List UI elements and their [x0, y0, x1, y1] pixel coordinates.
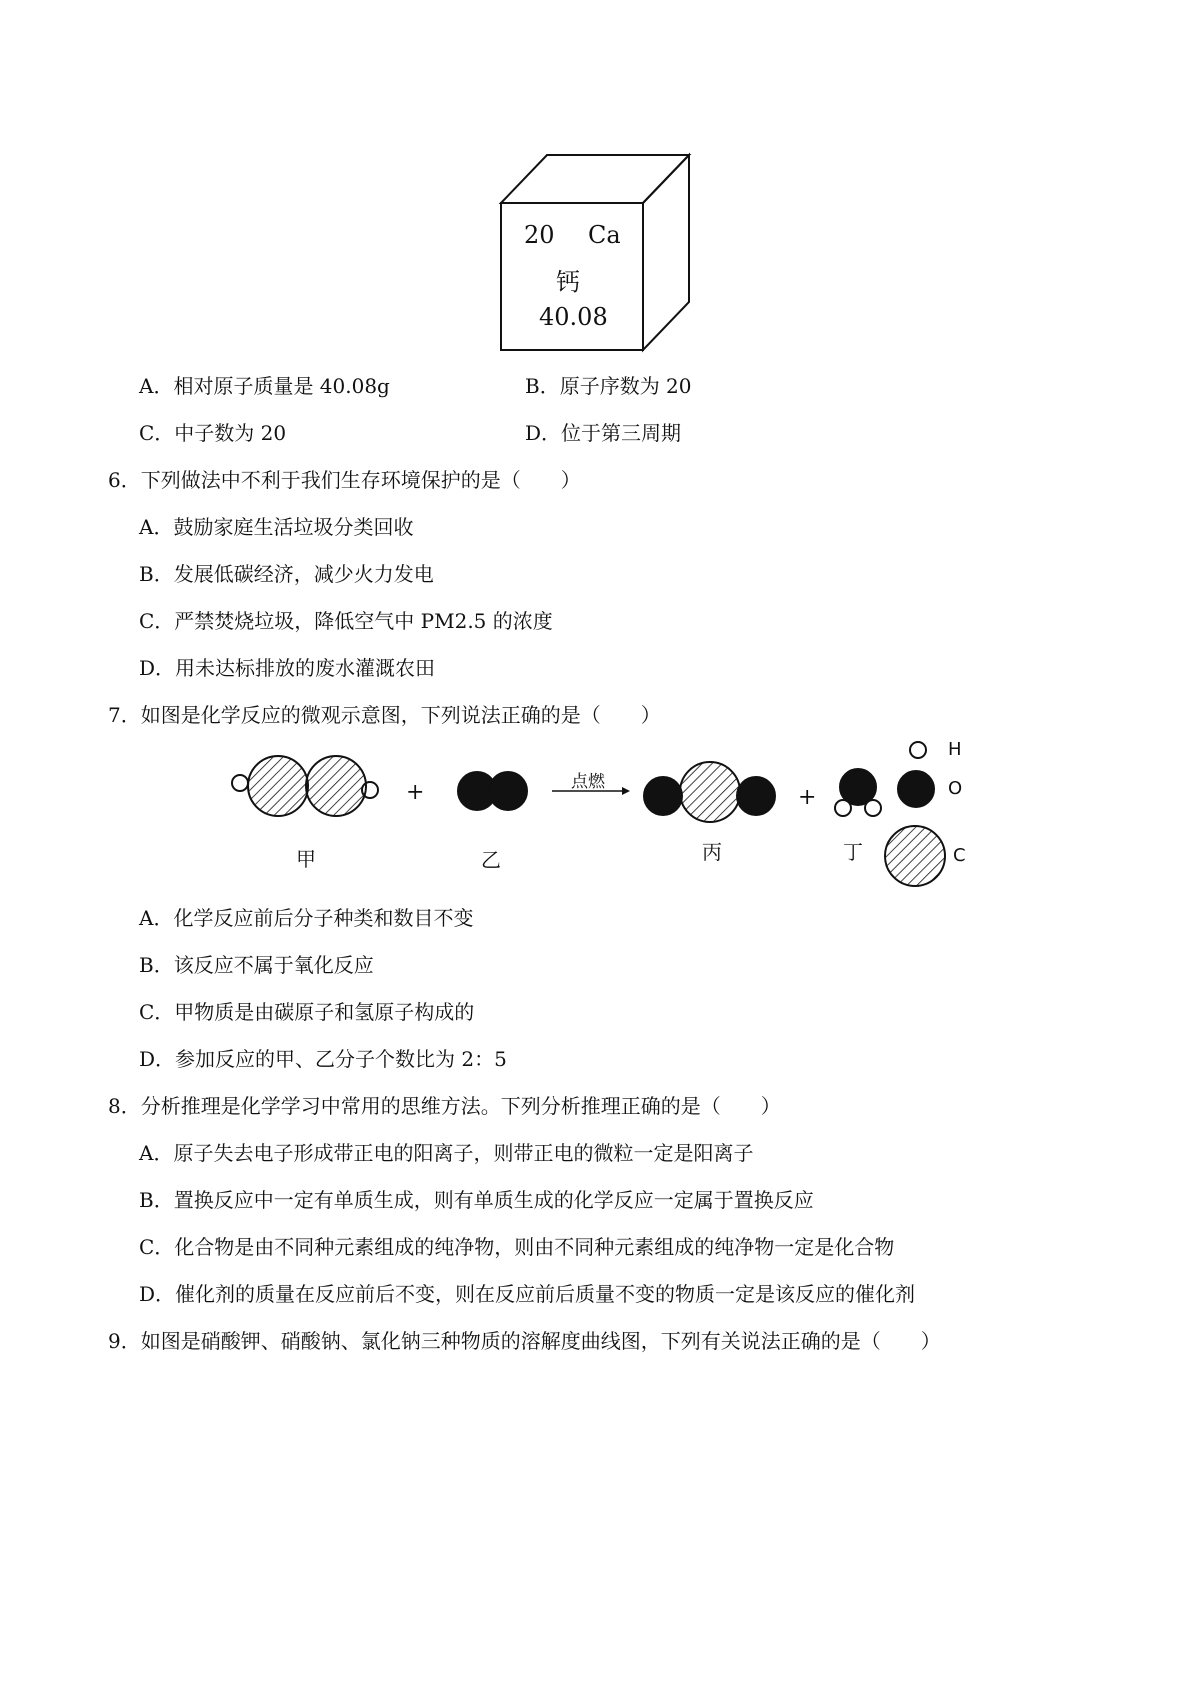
q5-option-a: A．相对原子质量是 40.08g [139, 374, 390, 398]
q6-option-c: C．严禁焚烧垃圾，降低空气中 PM2.5 的浓度 [139, 609, 553, 633]
legend-o-atom [898, 771, 934, 807]
molecule-jia [232, 756, 378, 816]
atom-legend [885, 742, 945, 886]
label-ding: 丁 [843, 840, 863, 864]
q7-stem: 7．如图是化学反应的微观示意图，下列说法正确的是（ ） [108, 703, 661, 727]
q6-stem: 6．下列做法中不利于我们生存环境保护的是（ ） [108, 468, 581, 492]
q5-option-c: C．中子数为 20 [139, 421, 287, 445]
legend-h-label: H [948, 739, 962, 760]
label-jia: 甲 [296, 847, 316, 871]
legend-c-label: C [953, 845, 966, 866]
legend-o-label: O [948, 778, 963, 799]
q6-option-a: A．鼓励家庭生活垃圾分类回收 [139, 515, 414, 539]
label-yi: 乙 [481, 848, 501, 872]
plus-sign-1: + [406, 780, 425, 805]
element-symbol: Ca [588, 221, 621, 249]
q6-option-b: B．发展低碳经济，减少火力发电 [139, 562, 434, 586]
q9-stem: 9．如图是硝酸钾、硝酸钠、氯化钠三种物质的溶解度曲线图，下列有关说法正确的是（ ） [108, 1329, 941, 1353]
element-atomic-number: 20 [524, 221, 555, 249]
q8-option-c: C．化合物是由不同种元素组成的纯净物，则由不同种元素组成的纯净物一定是化合物 [139, 1235, 895, 1259]
molecule-ding [835, 769, 881, 816]
arrow-label: 点燃 [571, 772, 605, 792]
q8-stem: 8．分析推理是化学学习中常用的思维方法。下列分析推理正确的是（ ） [108, 1094, 781, 1118]
q6-option-d: D．用未达标排放的废水灌溉农田 [139, 656, 436, 680]
element-name: 钙 [556, 268, 580, 296]
reaction-diagram [232, 742, 945, 886]
legend-c-atom [885, 826, 945, 886]
q7-option-a: A．化学反应前后分子种类和数目不变 [139, 906, 474, 930]
q7-option-d: D．参加反应的甲、乙分子个数比为 2：5 [139, 1047, 507, 1071]
element-mass: 40.08 [539, 303, 608, 331]
q8-option-b: B．置换反应中一定有单质生成，则有单质生成的化学反应一定属于置换反应 [139, 1188, 814, 1212]
plus-sign-2: + [798, 785, 817, 810]
legend-h-atom [910, 742, 926, 758]
q5-option-d: D．位于第三周期 [525, 421, 682, 445]
q7-option-b: B．该反应不属于氧化反应 [139, 953, 374, 977]
molecule-yi [458, 772, 527, 810]
q7-option-c: C．甲物质是由碳原子和氢原子构成的 [139, 1000, 475, 1024]
q5-option-b: B．原子序数为 20 [525, 374, 692, 398]
molecule-bing [644, 762, 775, 822]
q8-option-a: A．原子失去电子形成带正电的阳离子，则带正电的微粒一定是阳离子 [139, 1141, 754, 1165]
label-bing: 丙 [702, 840, 722, 864]
q8-option-d: D．催化剂的质量在反应前后不变，则在反应前后质量不变的物质一定是该反应的催化剂 [139, 1282, 916, 1306]
